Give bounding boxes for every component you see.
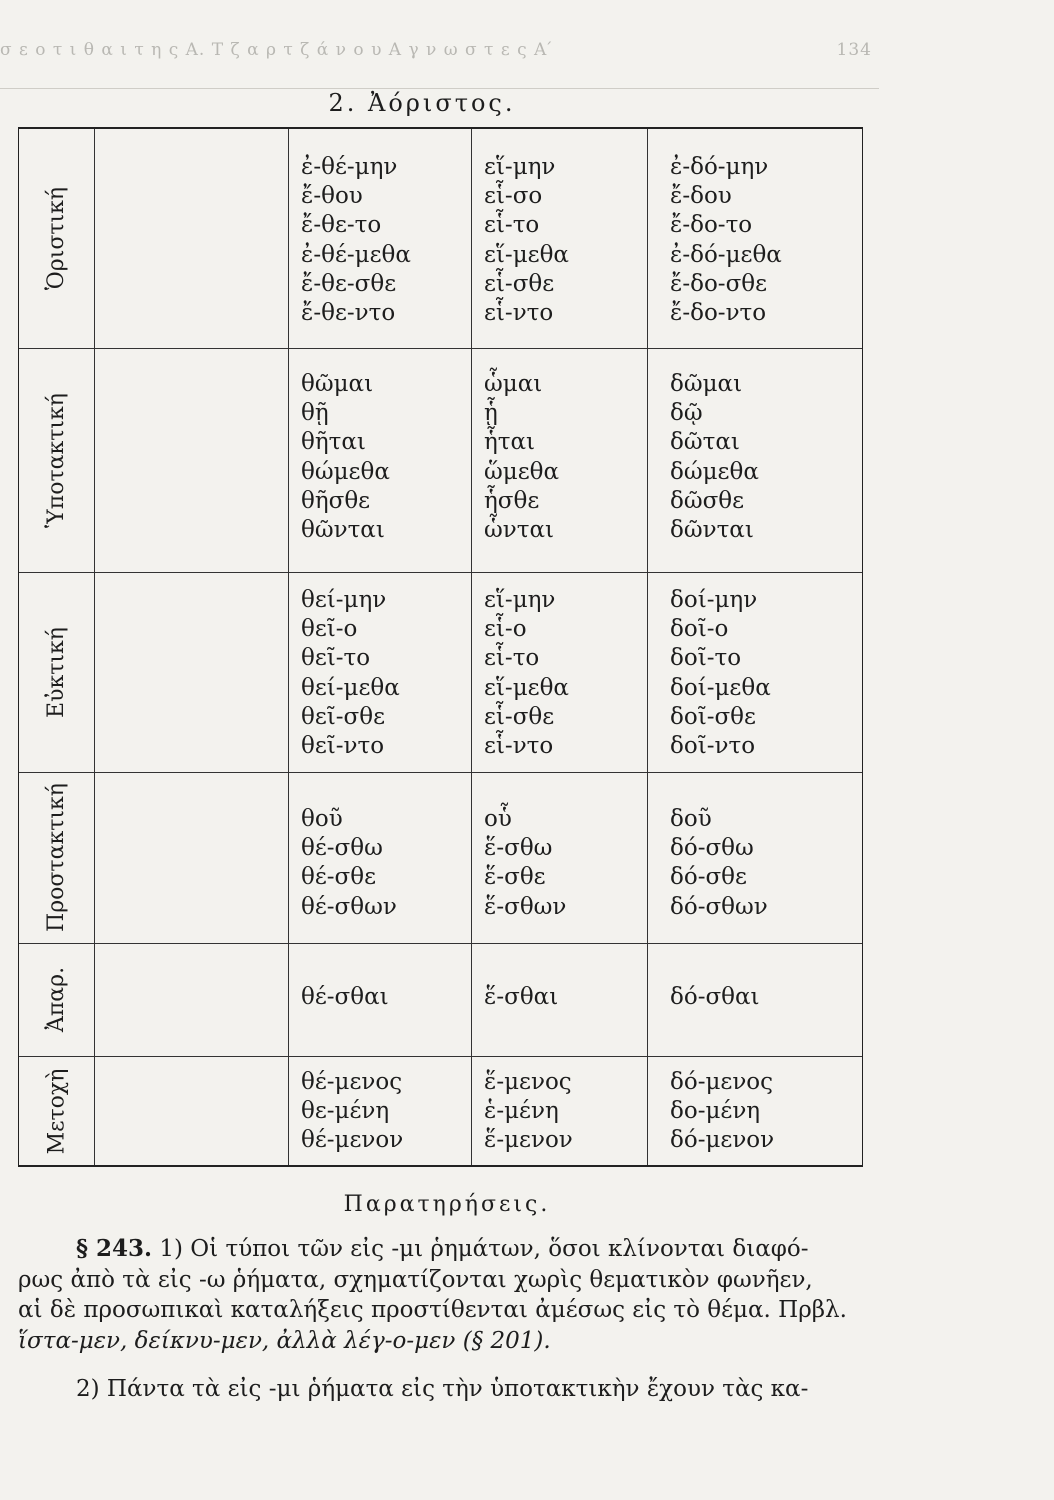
section-title: 2. Ἀόριστος. [328,89,516,117]
form-cell: εἷ-σθε [484,270,555,297]
column-delta [670,370,759,545]
form-cell: ὥμεθα [484,458,559,485]
form-cell: ἧται [484,429,536,456]
form-cell: θῆσθε [301,487,371,514]
form-cell: δῶμαι [670,371,743,397]
form-cell: οὗ [484,806,512,832]
form-cell: θῶμαι [301,371,374,397]
form-cell: δό-μενον [670,1127,775,1154]
form-cell: εἷ-ο [484,616,527,643]
form-cell: θέ-μενος [301,1069,403,1095]
form-cell: δῶνται [670,517,754,544]
form-cell: δοί-μεθα [670,674,771,701]
form-cell: ἕ-μενος [484,1069,572,1095]
form-cell: θεῖ-σθε [301,703,386,730]
form-cell: ἕ-σθε [484,864,546,891]
form-cell: θέ-σθων [301,893,397,920]
form-cell: θοῦ [301,806,343,832]
form-cell: ἔ-δο-το [670,212,753,239]
form-cell: θεῖ-ντο [301,733,385,760]
section-infinitive [19,943,862,1056]
form-cell: ἔ-θε-σθε [301,270,397,297]
form-cell: θεί-μην [301,587,387,613]
form-cell: ἧσθε [484,487,540,514]
column-delta [670,153,782,328]
column-eta [484,586,569,761]
form-cell: θεῖ-το [301,645,371,672]
form-cell: εἵ-μην [484,154,556,180]
form-cell: ἐ-δό-μεθα [670,241,782,268]
form-cell: ἐ-δό-μην [670,154,769,180]
paragraph-line: ἵστα-μεν, δείκνυ-μεν, ἀλλὰ λέγ-ο-μεν (§ 201). [18,1327,551,1354]
form-cell: θώμεθα [301,458,390,485]
form-cell: δώμεθα [670,458,759,485]
form-cell: δοῖ-το [670,645,742,672]
form-cell: δοῖ-σθε [670,703,756,730]
form-cell: θε-μένη [301,1098,390,1125]
observations-heading: Παρατηρήσεις. [343,1192,551,1217]
form-cell: εἷ-σθε [484,703,555,730]
form-cell: ἑ-μένη [484,1098,559,1125]
mood-label: Ἀπαρ. [43,966,69,1033]
paragraph-line: ρως ἀπὸ τὰ εἰς -ω ῥήματα, σχηματίζονται χωρὶς θεματικὸν φωνῆεν, [18,1266,813,1293]
paragraph-2 [18,1374,863,1405]
column-theta [301,586,400,761]
form-cell: ᾗ [484,400,498,427]
form-cell: ἔ-θου [301,183,363,210]
column-eta [484,983,558,1012]
form-cell: θῶνται [301,517,385,544]
form-cell: εἷ-ντο [484,300,554,327]
section-subjunctive [19,348,862,572]
form-cell: δῶται [670,429,740,456]
form-cell: δό-σθων [670,893,768,920]
form-cell: δό-σθαι [670,984,760,1010]
form-cell: εἵ-μην [484,587,556,613]
mood-label: Μετοχὴ [44,1068,70,1155]
form-cell: θέ-σθαι [301,984,389,1010]
section-number: § 243. [76,1235,153,1262]
mood-label: Εὐκτική [44,626,70,718]
column-delta [670,1068,774,1156]
bleed-through-left: σ ε ο τ ι θ α ι τ η ς Α. Τ ζ α ρ τ ζ ά ν ο υ Α γ ν ω σ τ ε ς Α ́ [0,40,554,60]
mood-label: Ὁριστική [44,186,69,291]
form-cell: ἔ-δο-ντο [670,300,767,327]
form-cell: εἷ-το [484,645,540,672]
form-cell: ἕ-σθαι [484,984,559,1010]
form-cell: θεῖ-ο [301,616,358,643]
column-theta [301,1068,403,1156]
form-cell: δό-σθε [670,864,747,891]
conjugation-table [18,127,863,1167]
form-cell: ἕ-σθω [484,835,553,862]
column-eta [484,805,566,922]
mood-label: Προστακτική [44,783,70,932]
column-theta [301,983,389,1012]
form-cell: ἔ-δου [670,183,732,210]
column-theta [301,370,390,545]
form-cell: ὧμαι [484,371,543,397]
form-cell: θῇ [301,400,329,427]
paragraph-line: αἱ δὲ προσωπικαὶ καταλήξεις προστίθενται ἀμέσως εἰς τὸ θέμα. Πρβλ. [18,1297,847,1323]
form-cell: ἔ-θε-ντο [301,300,396,327]
form-cell: εἷ-το [484,212,540,239]
form-cell: δό-μενος [670,1069,774,1095]
mood-label: Ὑποτακτική [44,392,70,528]
column-eta [484,370,559,545]
form-cell: δό-σθω [670,835,754,862]
bleed-through-right: 134 [836,40,872,60]
form-cell: εἵ-μεθα [484,241,569,268]
column-eta [484,1068,573,1156]
form-cell: ἕ-μενον [484,1127,573,1154]
form-cell: θεί-μεθα [301,674,400,701]
form-cell: ἐ-θέ-μην [301,154,398,180]
form-cell: εἷ-σο [484,183,543,210]
section-optative [19,572,862,772]
form-cell: δοῦ [670,806,712,832]
column-theta [301,805,397,922]
column-theta [301,153,411,328]
form-cell: θέ-σθω [301,835,383,862]
form-cell: ὧνται [484,517,555,544]
form-cell: εἷ-ντο [484,733,554,760]
column-eta [484,153,569,328]
form-cell: θέ-σθε [301,864,376,891]
form-cell: ἕ-σθων [484,893,567,920]
form-cell: θῆται [301,429,366,456]
form-cell: δοῖ-ντο [670,733,756,760]
paragraph-243 [18,1234,863,1356]
form-cell: δῶσθε [670,487,745,514]
column-delta [670,586,771,761]
section-indicative [19,129,862,348]
form-cell: ἔ-θε-το [301,212,382,239]
form-cell: δοί-μην [670,587,758,613]
form-cell: ἔ-δο-σθε [670,270,768,297]
form-cell: δῷ [670,400,703,427]
column-delta [670,805,768,922]
form-cell: ἐ-θέ-μεθα [301,241,411,268]
form-cell: δο-μένη [670,1098,761,1125]
form-cell: δοῖ-ο [670,616,729,643]
column-delta [670,983,760,1012]
form-cell: εἵ-μεθα [484,674,569,701]
paragraph-line: § 243. 1) Οἱ τύποι τῶν εἰς -μι ῥημάτων, ὅσοι κλίνονται διαφό- [76,1235,809,1262]
section-imperative [19,772,862,943]
form-cell: θέ-μενον [301,1127,404,1154]
section-participle [19,1056,862,1167]
paragraph-line: 2) Πάντα τὰ εἰς -μι ῥήματα εἰς τὴν ὑποτακτικὴν ἔχουν τὰς κα- [76,1376,809,1402]
